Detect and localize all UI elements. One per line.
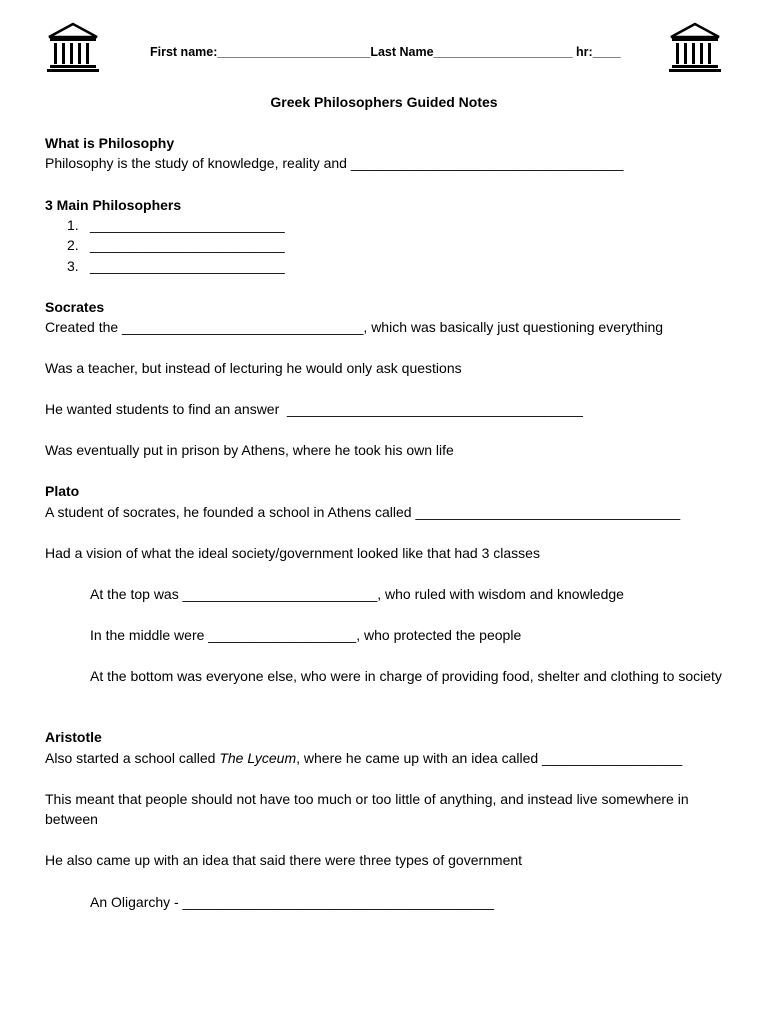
plato-class-line: In the middle were ___________________, who protected the people xyxy=(90,627,522,643)
socrates-line: Was eventually put in prison by Athens, where he took his own life xyxy=(45,442,454,458)
document-title: Greek Philosophers Guided Notes xyxy=(270,94,498,110)
section-heading-socrates: Socrates xyxy=(45,299,105,315)
list-number: 2. xyxy=(67,237,79,253)
plato-class-line: At the top was _________________________, who ruled with wisdom and knowledge xyxy=(90,586,624,602)
socrates-line: Was a teacher, but instead of lecturing he would only ask questions xyxy=(45,360,462,376)
socrates-line: He wanted students to find an answer ______________________________________ xyxy=(45,401,583,417)
list-number: 3. xyxy=(67,258,79,274)
list-item xyxy=(67,235,285,255)
philosophy-definition: Philosophy is the study of knowledge, reality and ___________________________________ xyxy=(45,155,624,171)
aristotle-line-text: , where he came up with an idea called __________________ xyxy=(296,750,683,766)
plato-line: A student of socrates, he founded a school in Athens called __________________________________ xyxy=(45,504,681,520)
section-heading-aristotle: Aristotle xyxy=(45,729,102,745)
plato-line: Had a vision of what the ideal society/government looked like that had 3 classes xyxy=(45,545,540,561)
greek-temple-icon xyxy=(667,22,723,74)
socrates-line: Created the _______________________________, which was basically just questioning everything xyxy=(45,319,664,335)
student-info-line: First name:______________________Last Name____________________ hr:____ xyxy=(150,45,621,59)
aristotle-line xyxy=(45,748,682,768)
list-item xyxy=(67,256,285,276)
section-heading-plato: Plato xyxy=(45,483,80,499)
plato-class-line: At the bottom was everyone else, who were in charge of providing food, shelter and clothing to society xyxy=(90,668,722,684)
aristotle-line-text: Also started a school called xyxy=(45,750,220,766)
greek-temple-icon xyxy=(45,22,101,74)
lyceum-name: The Lyceum xyxy=(219,750,297,766)
list-number: 1. xyxy=(67,217,79,233)
aristotle-line: This meant that people should not have too much or too little of anything, and instead live somewhere in between xyxy=(45,791,689,827)
list-item xyxy=(67,215,285,235)
aristotle-line: He also came up with an idea that said there were three types of government xyxy=(45,852,523,868)
section-heading-main-philosophers: 3 Main Philosophers xyxy=(45,197,182,213)
section-heading-philosophy: What is Philosophy xyxy=(45,135,175,151)
aristotle-government-line: An Oligarchy - ________________________________________ xyxy=(90,894,495,910)
list-blank: _________________________ xyxy=(90,217,285,233)
list-blank: _________________________ xyxy=(90,258,285,274)
list-blank: _________________________ xyxy=(90,237,285,253)
